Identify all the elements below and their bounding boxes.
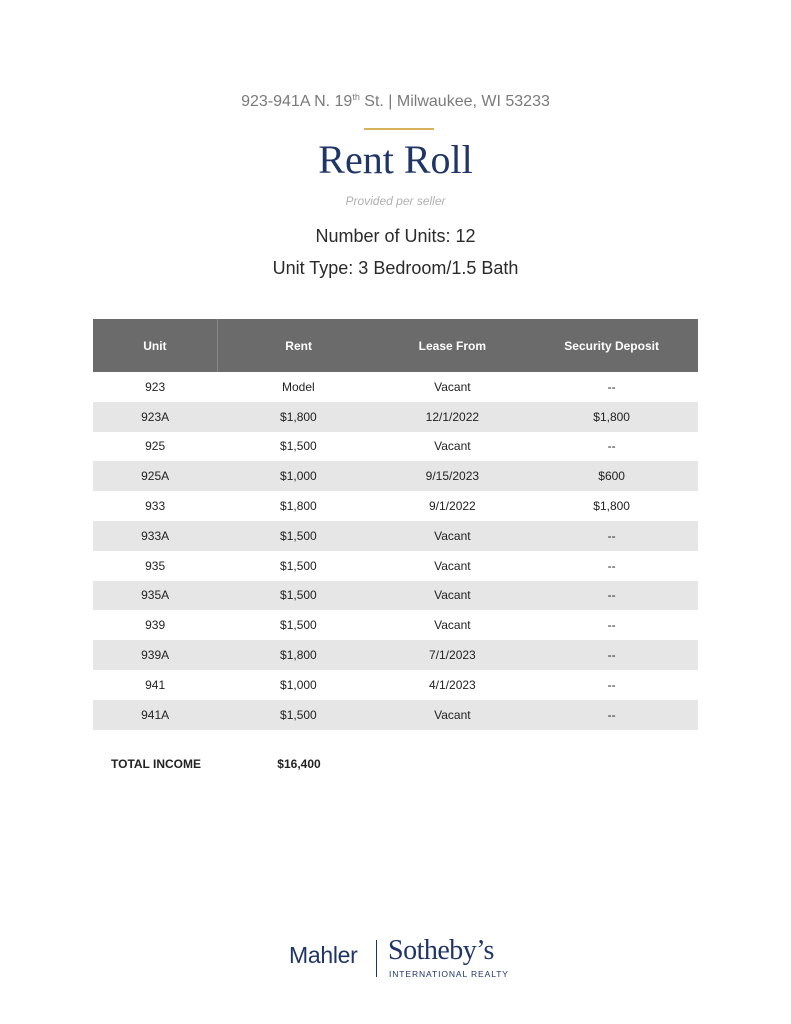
cell-lease-from: Vacant [379, 521, 525, 551]
address-ordinal: th [352, 92, 360, 102]
cell-rent: $1,500 [280, 439, 317, 454]
table-row [93, 402, 698, 432]
table-header-row [93, 319, 698, 372]
cell-lease-from: 7/1/2023 [379, 640, 525, 670]
gold-divider [364, 128, 434, 130]
cell-deposit: -- [525, 521, 698, 551]
table-row [93, 700, 698, 730]
cell-deposit: -- [525, 640, 698, 670]
cell-rent: $1,500 [280, 558, 317, 573]
header-security-deposit: Security Deposit [525, 319, 698, 372]
cell-deposit: -- [607, 558, 616, 573]
logo-divider [376, 940, 377, 977]
table-row [93, 610, 698, 640]
cell-unit: 933 [145, 499, 166, 514]
cell-deposit: -- [607, 618, 616, 633]
page-title: Rent Roll [318, 137, 473, 182]
table-row [93, 491, 698, 521]
cell-lease-from: Vacant [379, 700, 525, 730]
cell-lease-from: Vacant [434, 439, 471, 454]
cell-deposit: -- [607, 677, 616, 692]
cell-lease-from: Vacant [379, 581, 525, 611]
property-address [0, 92, 791, 111]
cell-unit: 923 [145, 379, 166, 394]
table-row [93, 432, 698, 462]
cell-unit: 939A [93, 640, 217, 670]
cell-rent: $1,000 [217, 461, 379, 491]
cell-rent: $1,500 [217, 521, 379, 551]
cell-lease-from: Vacant [434, 558, 471, 573]
table-row [93, 521, 698, 551]
cell-lease-from: 9/1/2022 [429, 499, 476, 514]
cell-rent: Model [282, 379, 315, 394]
logo-international-realty: INTERNATIONAL REALTY [389, 969, 509, 979]
table-row [93, 372, 698, 402]
cell-deposit: $1,800 [593, 499, 630, 514]
cell-lease-from: 12/1/2022 [379, 402, 525, 432]
units-count: Number of Units: 12 [315, 226, 476, 246]
page-subtitle: Provided per seller [345, 194, 446, 208]
cell-rent: $1,800 [280, 499, 317, 514]
cell-lease-from: Vacant [434, 618, 471, 633]
table-row [93, 461, 698, 491]
cell-deposit: $600 [525, 461, 698, 491]
total-income-label: TOTAL INCOME [111, 757, 201, 771]
address-prefix: 923-941A N. 19 [241, 93, 353, 110]
address-suffix: St. | Milwaukee, WI 53233 [359, 93, 550, 110]
cell-lease-from: Vacant [434, 379, 471, 394]
cell-rent: $1,500 [280, 618, 317, 633]
cell-rent: $1,500 [217, 581, 379, 611]
table-row [93, 670, 698, 700]
cell-deposit: -- [525, 700, 698, 730]
table-row [93, 640, 698, 670]
cell-lease-from: 4/1/2023 [429, 677, 476, 692]
cell-unit: 933A [93, 521, 217, 551]
cell-rent: $1,800 [217, 402, 379, 432]
cell-deposit: -- [525, 581, 698, 611]
cell-unit: 941 [145, 677, 166, 692]
cell-unit: 925 [145, 439, 166, 454]
cell-lease-from: 9/15/2023 [379, 461, 525, 491]
cell-unit: 923A [93, 402, 217, 432]
cell-unit: 941A [93, 700, 217, 730]
cell-rent: $1,000 [280, 677, 317, 692]
logo-mahler: Mahler [289, 942, 358, 968]
rent-roll-table [93, 319, 698, 730]
header-rent: Rent [217, 319, 379, 372]
cell-deposit: $1,800 [525, 402, 698, 432]
table-row [93, 581, 698, 611]
logo-sothebys: Sotheby’s [388, 935, 494, 966]
cell-unit: 935 [145, 558, 166, 573]
cell-deposit: -- [607, 439, 616, 454]
cell-unit: 925A [93, 461, 217, 491]
cell-rent: $1,500 [217, 700, 379, 730]
cell-unit: 935A [93, 581, 217, 611]
header-unit: Unit [93, 319, 217, 372]
cell-rent: $1,800 [217, 640, 379, 670]
header-lease-from: Lease From [379, 319, 525, 372]
unit-type: Unit Type: 3 Bedroom/1.5 Bath [272, 258, 519, 278]
cell-unit: 939 [145, 618, 166, 633]
cell-deposit: -- [607, 379, 616, 394]
total-income-value: $16,400 [277, 757, 321, 771]
table-row [93, 551, 698, 581]
